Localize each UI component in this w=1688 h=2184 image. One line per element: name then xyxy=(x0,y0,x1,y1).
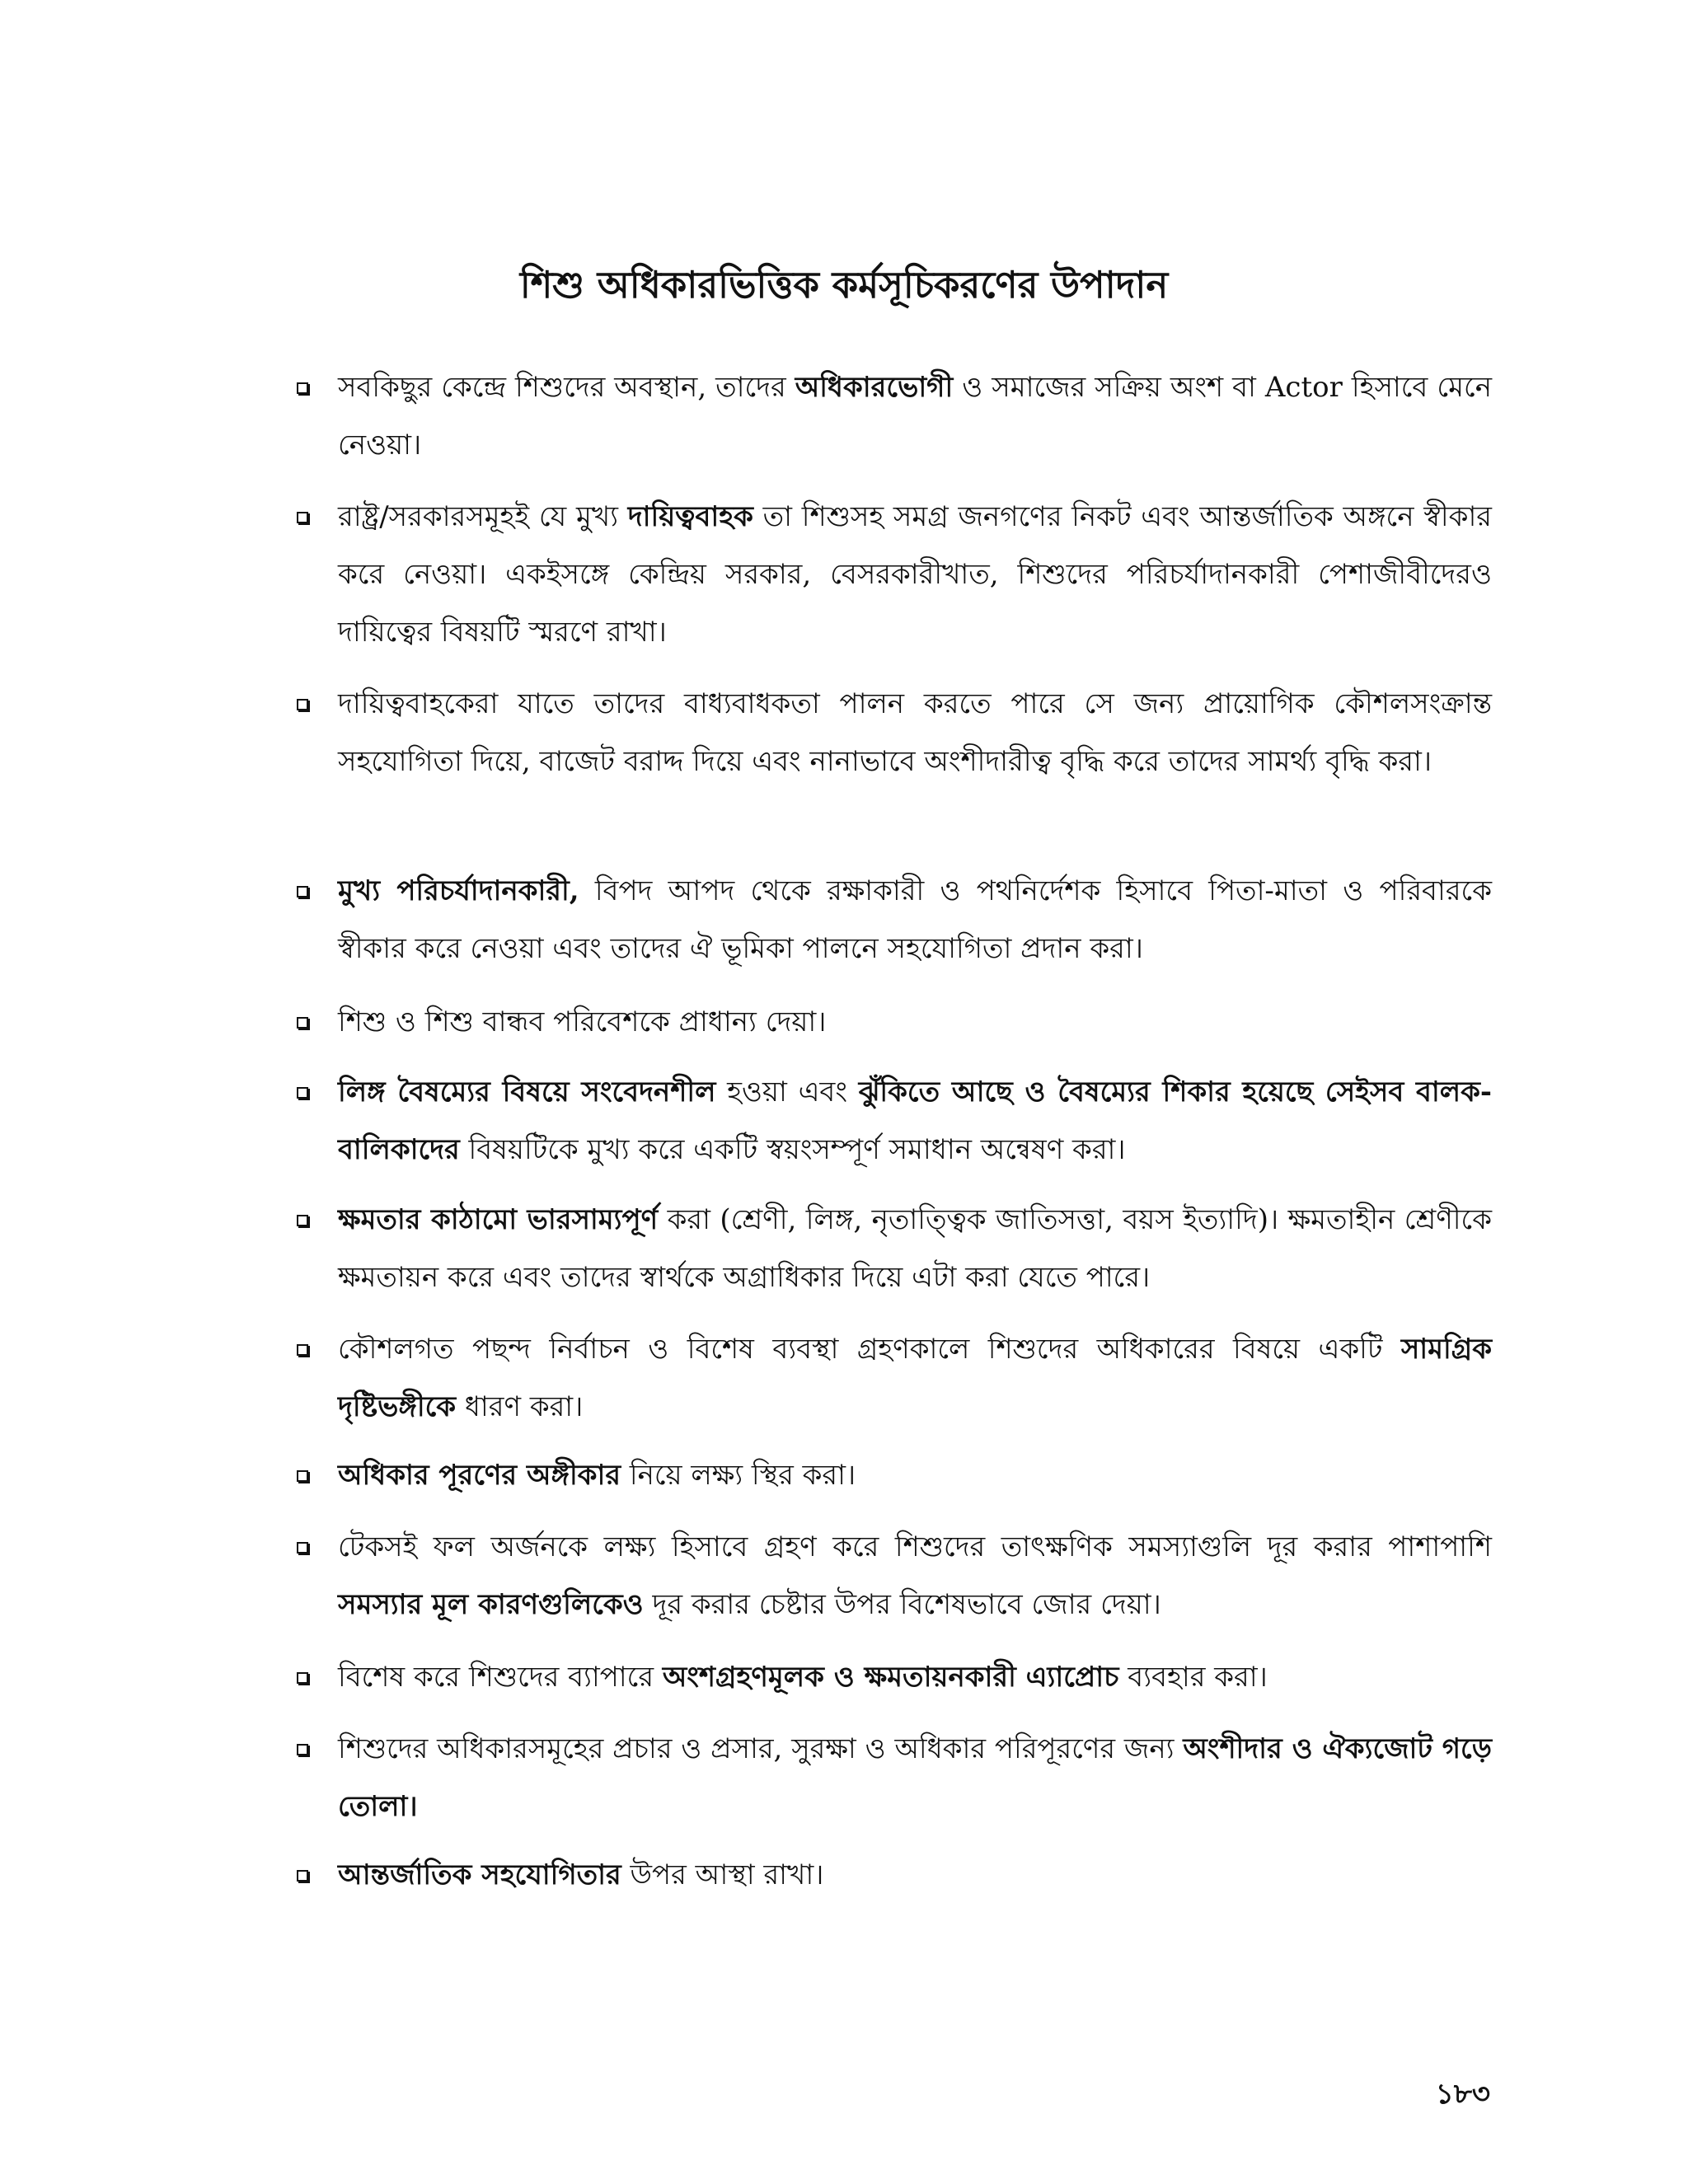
item-text: ও সমাজের সক্রিয় অংশ বা Actor হিসাবে মেনে নেওয়া। xyxy=(338,371,1492,462)
list-item xyxy=(297,488,1492,661)
bold-text: ক্ষমতার কাঠামো ভারসাম্যপূর্ণ xyxy=(338,1203,659,1236)
checkbox-bullet-icon xyxy=(297,1870,308,1882)
checkbox-bullet-icon xyxy=(297,1470,308,1482)
list-item xyxy=(297,1846,1492,1904)
bold-text: অংশীদার ও ঐক্যজোট গড়ে তোলা। xyxy=(338,1732,1492,1823)
item-text: উপর আস্থা রাখা। xyxy=(621,1858,824,1891)
page-title: শিশু অধিকারভিত্তিক কর্মসূচিকরণের উপাদান xyxy=(519,263,1169,307)
checkbox-bullet-icon xyxy=(297,1087,308,1099)
item-text: টেকসই ফল অর্জনকে লক্ষ্য হিসাবে গ্রহণ করে শিশুদের তাৎক্ষণিক সমস্যাগুলি দূর করার পাশাপাশি xyxy=(338,1530,1492,1563)
list-item xyxy=(297,1191,1492,1306)
bold-text: অংশগ্রহণমূলক ও ক্ষমতায়নকারী এ্যাপ্রোচ xyxy=(662,1661,1119,1694)
list-item xyxy=(297,993,1492,1051)
bold-text: ঝুঁকিতে আছে ও বৈষম্যের শিকার হয়েছে সেইসব বালক-বালিকাদের xyxy=(338,1076,1492,1166)
list-item xyxy=(297,1720,1492,1835)
item-text: বিশেষ করে শিশুদের ব্যাপারে xyxy=(338,1661,663,1694)
list-item xyxy=(297,1648,1492,1706)
item-text: সবকিছুর কেন্দ্রে শিশুদের অবস্থান, তাদের xyxy=(338,371,795,404)
list-item xyxy=(297,1320,1492,1436)
item-text: দায়িত্ববাহকেরা যাতে তাদের বাধ্যবাধকতা পালন করতে পারে সে জন্য প্রায়োগিক কৌশলসংক্রান্ত সহযোগিতা দিয়ে, বাজেট বরাদ্দ দিয়ে এবং নানাভাবে অংশীদারীত্ব বৃদ্ধি করে তাদের সামর্থ্য বৃদ্ধি করা। xyxy=(338,687,1492,778)
checkbox-bullet-icon xyxy=(297,382,308,394)
checkbox-bullet-icon xyxy=(297,1017,308,1029)
checkbox-bullet-icon xyxy=(297,886,308,898)
checkbox-bullet-icon xyxy=(297,512,308,523)
item-text: ব্যবহার করা। xyxy=(1118,1661,1268,1694)
bold-text: সামগ্রিক দৃষ্টিভঙ্গীকে xyxy=(338,1333,1492,1423)
bold-text: সমস্যার মূল কারণগুলিকেও xyxy=(338,1588,644,1621)
checkbox-bullet-icon xyxy=(297,699,308,710)
bold-text: অধিকার পূরণের অঙ্গীকার xyxy=(338,1459,621,1492)
item-text: শিশুদের অধিকারসমূহের প্রচার ও প্রসার, সুরক্ষা ও অধিকার পরিপূরণের জন্য xyxy=(338,1732,1184,1765)
list-item xyxy=(297,1518,1492,1633)
bold-text: আন্তর্জাতিক সহযোগিতার xyxy=(338,1858,621,1891)
item-text: নিয়ে লক্ষ্য স্থির করা। xyxy=(621,1459,856,1492)
item-text: হওয়া এবং xyxy=(715,1076,859,1108)
bold-text: দায়িত্ববাহক xyxy=(627,500,753,533)
checkbox-bullet-icon xyxy=(297,1344,308,1356)
item-text: ধারণ করা। xyxy=(456,1390,584,1423)
bold-text: মুখ্য পরিচর্যাদানকারী, xyxy=(338,874,579,907)
item-text: কৌশলগত পছন্দ নির্বাচন ও বিশেষ ব্যবস্থা গ্রহণকালে শিশুদের অধিকারের বিষয়ে একটি xyxy=(338,1333,1401,1366)
page-number: ১৮৩ xyxy=(1435,2078,1490,2111)
checkbox-bullet-icon xyxy=(297,1672,308,1684)
list-item xyxy=(297,1446,1492,1504)
checkbox-bullet-icon xyxy=(297,1744,308,1755)
checkbox-bullet-icon xyxy=(297,1542,308,1554)
list-item xyxy=(297,359,1492,474)
bold-text: লিঙ্গ বৈষম্যের বিষয়ে সংবেদনশীল xyxy=(338,1076,716,1108)
item-text: করা (শ্রেণী, লিঙ্গ, নৃতাত্ত্বিক জাতিসত্তা, বয়স ইত্যাদি)। ক্ষমতাহীন শ্রেণীকে ক্ষমতায়ন করে এবং তাদের স্বার্থকে অগ্রাধিকার দিয়ে এটা করা যেতে পারে। xyxy=(338,1203,1492,1294)
list-item xyxy=(297,675,1492,790)
item-text: শিশু ও শিশু বান্ধব পরিবেশকে প্রাধান্য দেয়া। xyxy=(338,1005,827,1038)
item-text: দূর করার চেষ্টার উপর বিশেষভাবে জোর দেয়া। xyxy=(643,1588,1161,1621)
list-item xyxy=(297,1063,1492,1179)
checkbox-bullet-icon xyxy=(297,1215,308,1226)
item-text: তা শিশুসহ সমগ্র জনগণের নিকট এবং আন্তর্জাতিক অঙ্গনে স্বীকার করে নেওয়া। একইসঙ্গে কেন্দ্রিয় সরকার, বেসরকারীখাত, শিশুদের পরিচর্যাদানকারী পেশাজীবীদেরও দায়িত্বের বিষয়টি স্মরণে রাখা। xyxy=(338,500,1493,649)
item-text: বিষয়টিকে মুখ্য করে একটি স্বয়ংসম্পূর্ণ সমাধান অন্বেষণ করা। xyxy=(459,1133,1126,1166)
item-text: রাষ্ট্র/সরকারসমূহই যে মুখ্য xyxy=(338,500,628,533)
list-item xyxy=(297,862,1492,977)
bold-text: অধিকারভোগী xyxy=(795,371,954,404)
item-text: বিপদ আপদ থেকে রক্ষাকারী ও পথনির্দেশক হিসাবে পিতা-মাতা ও পরিবারকে স্বীকার করে নেওয়া এবং তাদের ঐ ভূমিকা পালনে সহযোগিতা প্রদান করা। xyxy=(338,874,1492,965)
